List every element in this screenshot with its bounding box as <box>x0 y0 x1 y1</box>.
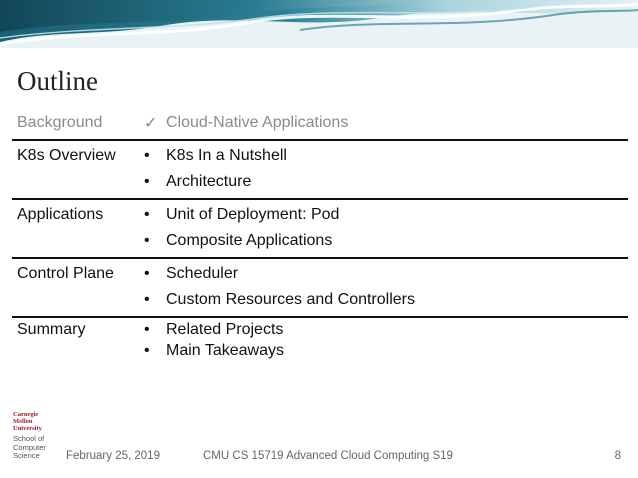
bullet-icon: • <box>144 173 150 190</box>
bullet-icon: • <box>144 232 150 249</box>
cmu-scs-logo <box>13 411 63 461</box>
page-number: 8 <box>614 450 621 462</box>
bullet-icon: • <box>144 265 150 282</box>
section-item: Custom Resources and Controllers <box>166 291 415 308</box>
header-wave-banner <box>0 0 638 48</box>
section-applications <box>12 200 628 259</box>
bullet-icon: • <box>144 147 150 164</box>
section-item: Main Takeaways <box>166 341 284 359</box>
section-item: Scheduler <box>166 265 239 282</box>
section-label: Applications <box>17 206 104 223</box>
cmu-wordmark: Carnegie Mellon University <box>13 411 42 432</box>
footer-date: February 25, 2019 <box>66 450 160 462</box>
outline-row <box>12 202 628 228</box>
bullet-icon: • <box>144 291 150 308</box>
outline-row <box>12 287 628 313</box>
section-summary <box>12 318 628 364</box>
outline-row <box>12 341 628 362</box>
section-control-plane <box>12 259 628 318</box>
outline-row <box>12 261 628 287</box>
scs-wordmark: School of Computer Science <box>13 434 46 460</box>
section-item: Architecture <box>166 173 252 190</box>
bullet-icon: • <box>144 206 150 223</box>
section-k8s-overview <box>12 141 628 200</box>
footer-course: CMU CS 15719 Advanced Cloud Computing S19 <box>203 450 453 462</box>
checkmark-icon: ✓ <box>144 115 158 132</box>
section-item: Cloud-Native Applications <box>166 114 349 131</box>
section-label: Control Plane <box>17 265 114 282</box>
outline-row <box>12 320 628 341</box>
bullet-icon: • <box>144 341 150 359</box>
section-label: Summary <box>17 321 86 339</box>
section-item: Unit of Deployment: Pod <box>166 206 340 223</box>
section-background <box>12 108 628 141</box>
bullet-icon: • <box>144 321 150 339</box>
section-item: Related Projects <box>166 321 284 339</box>
section-label: Background <box>17 114 103 131</box>
outline-row <box>12 169 628 195</box>
slide-title: Outline <box>17 66 98 96</box>
outline-row <box>12 228 628 254</box>
outline-row <box>12 143 628 169</box>
outline-row <box>12 110 628 136</box>
section-item: K8s In a Nutshell <box>166 147 287 164</box>
outline-table <box>12 108 628 364</box>
section-label: K8s Overview <box>17 147 116 164</box>
section-item: Composite Applications <box>166 232 333 249</box>
